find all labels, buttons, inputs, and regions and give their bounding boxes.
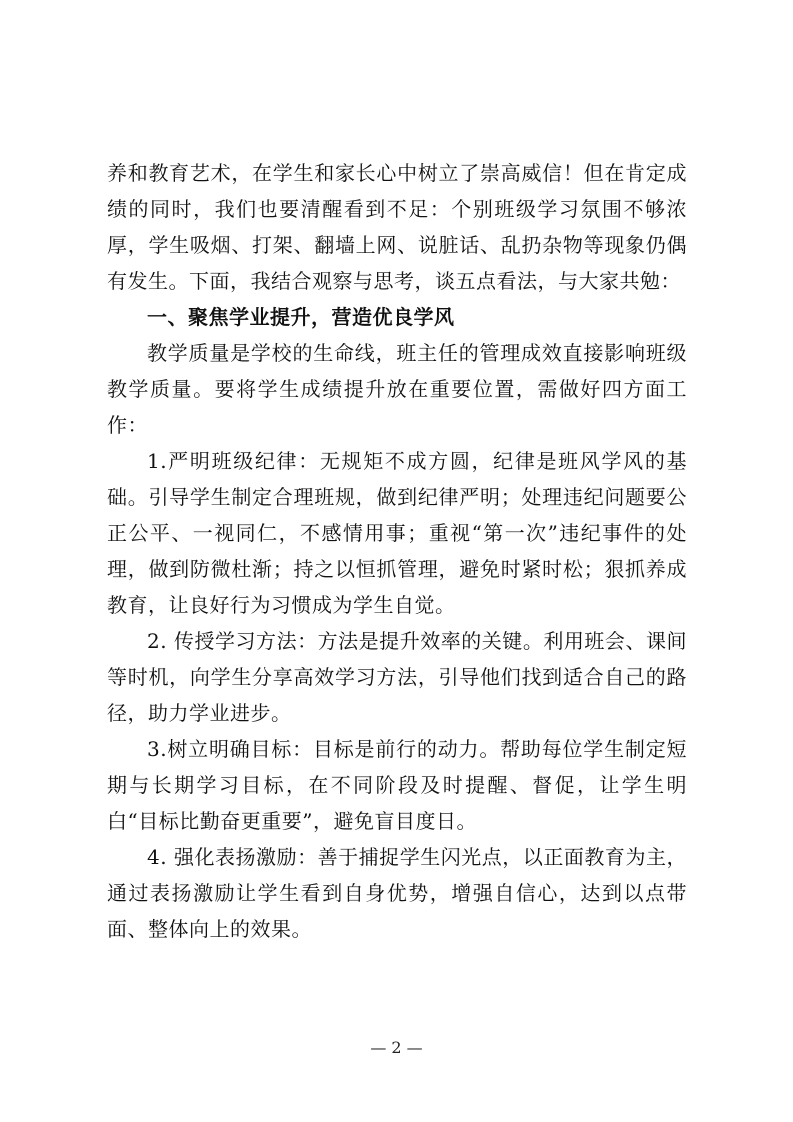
paragraph-item-2-methods: 2. 传授学习方法：方法是提升效率的关键。利用班会、课间等时机，向学生分享高效学习方法，引导他们找到适合自己的路径，助力学业进步。 (107, 629, 687, 725)
section-heading-1: 一、聚焦学业提升，营造优良学风 (147, 305, 455, 329)
paragraph-item-4-praise: 4. 强化表扬激励：善于捕捉学生闪光点，以正面教育为主，通过表扬激励让学生看到自身优势，增强自信心，达到以点带面、整体向上的效果。 (107, 845, 687, 941)
paragraph-intro-continuation: 养和教育艺术，在学生和家长心中树立了崇高威信！但在肯定成绩的同时，我们也要清醒看到不足：个别班级学习氛围不够浓厚，学生吸烟、打架、翻墙上网、说脏话、乱扔杂物等现象仍偶有发生。下面，我结合观察与思考，谈五点看法，与大家共勉： (107, 161, 687, 293)
paragraph-item-3-goals: 3.树立明确目标：目标是前行的动力。帮助每位学生制定短期与长期学习目标，在不同阶段及时提醒、督促，让学生明白“目标比勤奋更重要”，避免盲目度日。 (107, 737, 687, 833)
paragraph-teaching-quality: 教学质量是学校的生命线，班主任的管理成效直接影响班级教学质量。要将学生成绩提升放在重要位置，需做好四方面工作： (107, 341, 687, 437)
document-body (107, 155, 687, 947)
paragraph-item-1-discipline: 1.严明班级纪律：无规矩不成方圆，纪律是班风学风的基础。引导学生制定合理班规，做到纪律严明；处理违纪问题要公正公平、一视同仁，不感情用事；重视“第一次”违纪事件的处理，做到防微杜渐；持之以恒抓管理，避免时紧时松；狠抓养成教育，让良好行为习惯成为学生自觉。 (107, 449, 687, 617)
page-number: — 2 — (370, 1038, 423, 1057)
